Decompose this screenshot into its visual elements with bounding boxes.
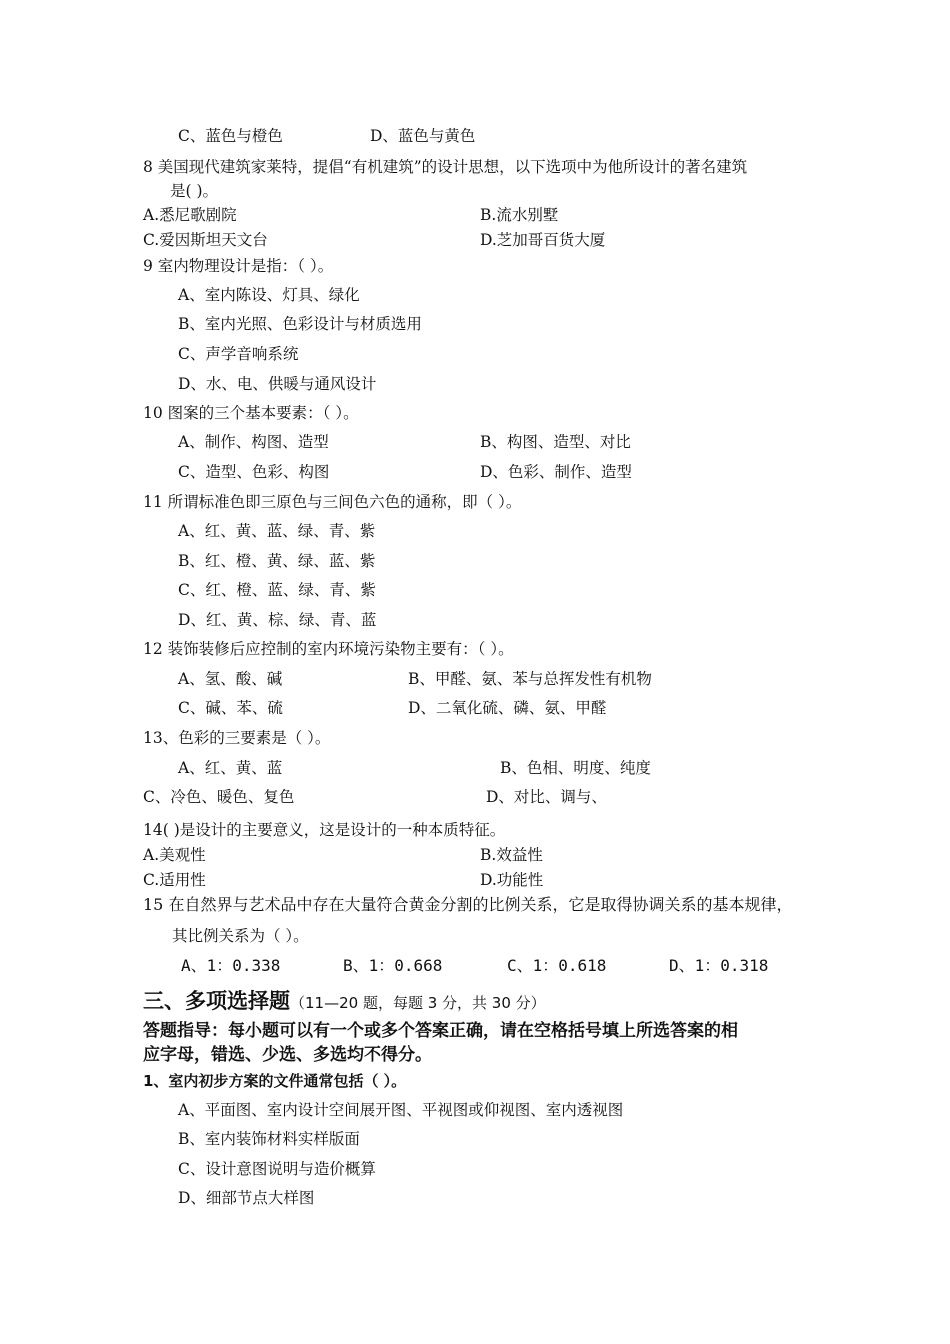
q9-option-a: A、室内陈设、灯具、绿化 xyxy=(178,286,360,304)
q10-option-c: C、造型、色彩、构图 xyxy=(178,463,330,481)
q15-stem-line1: 15 在自然界与艺术品中存在大量符合黄金分割的比例关系，它是取得协调关系的基本规律， xyxy=(143,895,793,914)
q10-option-b: B、构图、造型、对比 xyxy=(480,433,631,451)
q15-option-c: C、1：0.618 xyxy=(507,956,607,975)
q14-stem: 14( )是设计的主要意义，这是设计的一种本质特征。 xyxy=(143,821,506,839)
section3-subtitle: （11—20 题，每题 3 分，共 30 分） xyxy=(290,994,546,1012)
q9-option-b: B、室内光照、色彩设计与材质选用 xyxy=(178,315,422,333)
q13-option-b: B、色相、明度、纯度 xyxy=(500,759,651,777)
section3-title: 三、多项选择题 xyxy=(143,989,290,1013)
q13-option-c: C、冷色、暖色、复色 xyxy=(143,788,295,806)
section3-heading xyxy=(143,988,546,1014)
q14-option-a: A.美观性 xyxy=(143,846,206,864)
q15-option-b: B、1：0.668 xyxy=(343,956,443,975)
m1-option-b: B、室内装饰材料实样版面 xyxy=(178,1130,360,1148)
q8-stem-line2: 是( )。 xyxy=(170,182,219,200)
m1-option-c: C、设计意图说明与造价概算 xyxy=(178,1160,376,1178)
q9-stem: 9 室内物理设计是指：（ ）。 xyxy=(143,257,334,275)
m1-option-d: D、细部节点大样图 xyxy=(178,1189,315,1207)
q15-stem-line2: 其比例关系为（ ）。 xyxy=(172,927,309,945)
m1-stem: 1、室内初步方案的文件通常包括（ ）。 xyxy=(143,1072,407,1090)
q8-option-d: D.芝加哥百货大厦 xyxy=(480,231,606,249)
q7-option-d: D、蓝色与黄色 xyxy=(370,127,476,145)
q12-option-d: D、二氧化硫、磷、氨、甲醛 xyxy=(408,699,607,717)
q15-option-a: A、1：0.338 xyxy=(181,956,281,975)
q7-option-c: C、蓝色与橙色 xyxy=(178,127,283,145)
q8-stem-line1: 8 美国现代建筑家莱特，提倡“有机建筑”的设计思想，以下选项中为他所设计的著名建筑 xyxy=(143,158,748,176)
m1-option-a: A、平面图、室内设计空间展开图、平视图或仰视图、室内透视图 xyxy=(178,1101,624,1119)
q12-option-a: A、氢、酸、碱 xyxy=(178,670,283,688)
q13-option-d: D、对比、调与、 xyxy=(486,788,607,806)
q14-option-c: C.适用性 xyxy=(143,871,206,889)
q11-option-d: D、红、黄、棕、绿、青、蓝 xyxy=(178,611,377,629)
section3-guide-line1: 答题指导：每小题可以有一个或多个答案正确，请在空格括号填上所选答案的相 xyxy=(143,1021,738,1041)
q12-stem: 12 装饰装修后应控制的室内环境污染物主要有：（ ）。 xyxy=(143,640,514,658)
q8-option-b: B.流水别墅 xyxy=(480,206,559,224)
q13-stem: 13、色彩的三要素是（ ）。 xyxy=(143,729,331,747)
q11-stem: 11 所谓标准色即三原色与三间色六色的通称，即（ ）。 xyxy=(143,493,522,511)
q8-option-a: A.悉尼歌剧院 xyxy=(143,206,237,224)
q10-stem: 10 图案的三个基本要素：（ ）。 xyxy=(143,404,359,422)
q11-option-c: C、红、橙、蓝、绿、青、紫 xyxy=(178,581,376,599)
q15-option-d: D、1：0.318 xyxy=(669,956,769,975)
q12-option-b: B、甲醛、氨、苯与总挥发性有机物 xyxy=(408,670,652,688)
q9-option-d: D、水、电、供暖与通风设计 xyxy=(178,375,377,393)
section3-guide-line2: 应字母，错选、少选、多选均不得分。 xyxy=(143,1045,432,1065)
q10-option-d: D、色彩、制作、造型 xyxy=(480,463,632,481)
q12-option-c: C、碱、苯、硫 xyxy=(178,699,283,717)
q11-option-a: A、红、黄、蓝、绿、青、紫 xyxy=(178,522,376,540)
q9-option-c: C、声学音响系统 xyxy=(178,345,299,363)
q14-option-d: D.功能性 xyxy=(480,871,544,889)
q10-option-a: A、制作、构图、造型 xyxy=(178,433,329,451)
q11-option-b: B、红、橙、黄、绿、蓝、紫 xyxy=(178,552,376,570)
q14-option-b: B.效益性 xyxy=(480,846,543,864)
q13-option-a: A、红、黄、蓝 xyxy=(178,759,283,777)
q8-option-c: C.爱因斯坦天文台 xyxy=(143,231,268,249)
